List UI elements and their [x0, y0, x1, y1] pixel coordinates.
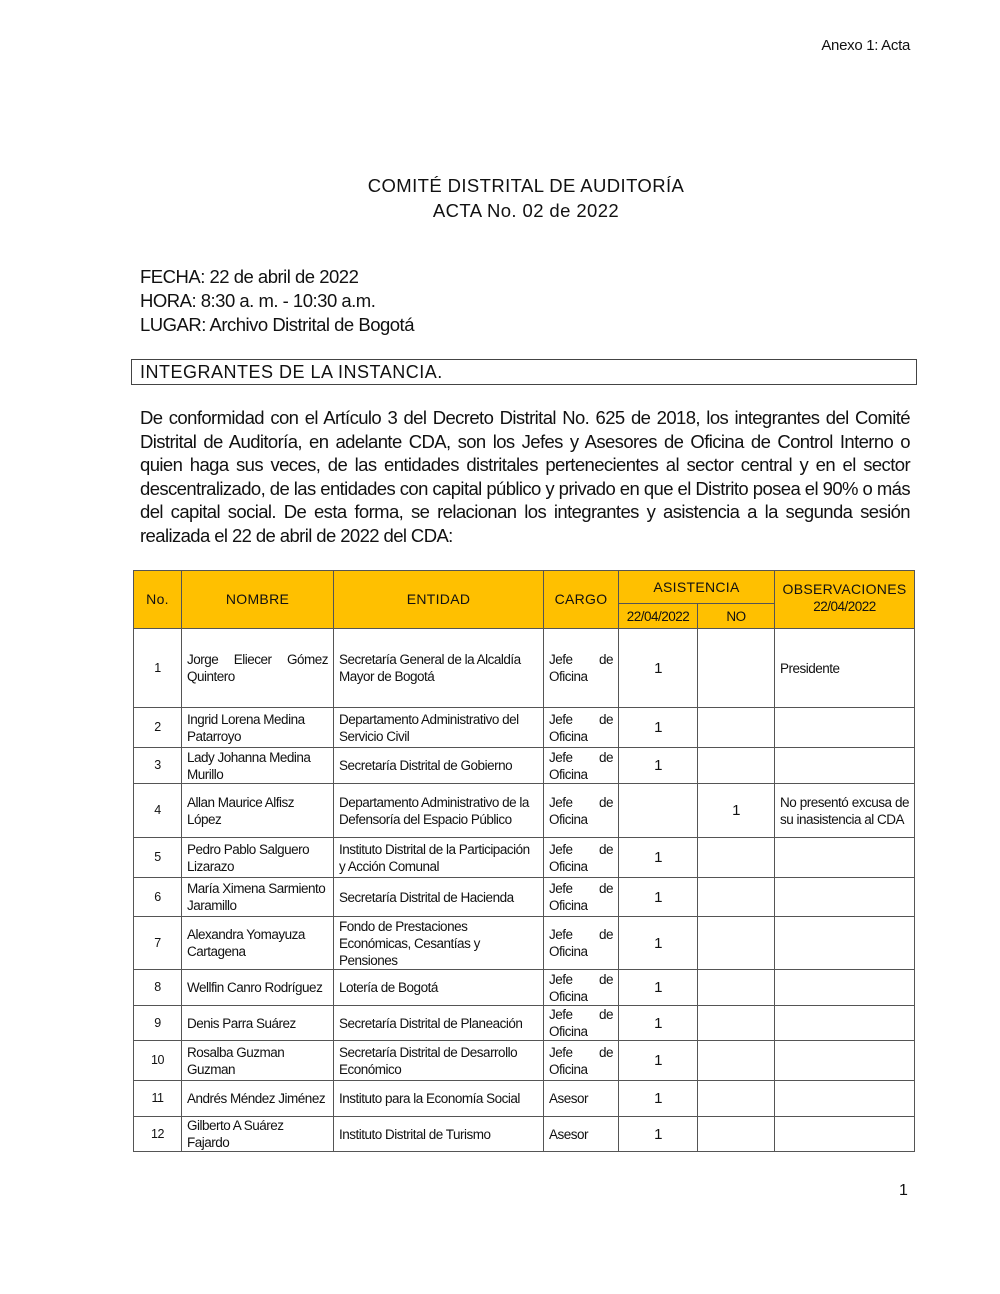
col-header-asistencia-date: 22/04/2022 — [619, 604, 698, 629]
table-row — [134, 708, 915, 748]
position-part-b: de — [598, 1044, 613, 1060]
entity-name: Departamento Administrativo de la Defensoría del Espacio Público — [334, 784, 544, 838]
not-attended-value — [698, 1081, 775, 1117]
meeting-date: FECHA: 22 de abril de 2022 — [140, 266, 359, 287]
row-number: 5 — [134, 838, 182, 878]
page-number: 1 — [899, 1182, 908, 1199]
position-part-c: Oficina — [549, 669, 588, 684]
position-part-a: Jefe — [549, 927, 573, 942]
col-header-no: No. — [134, 571, 182, 629]
position-part-b: de — [598, 881, 613, 896]
table-row — [134, 878, 915, 917]
observation — [775, 970, 915, 1006]
row-number: 2 — [134, 708, 182, 748]
entity-name: Departamento Administrativo del Servicio Civil — [334, 708, 544, 748]
col-header-entidad: ENTIDAD — [334, 571, 544, 629]
position — [544, 784, 619, 838]
attended-value: 1 — [619, 1006, 698, 1041]
members-attendance-table — [133, 570, 915, 1152]
row-number: 12 — [134, 1117, 182, 1152]
table-row — [134, 838, 915, 878]
entity-name: Instituto Distrital de Turismo — [334, 1117, 544, 1152]
position-part-c: Oficina — [549, 728, 588, 744]
observation — [775, 1117, 915, 1152]
member-name: Rosalba Guzman Guzman — [182, 1041, 334, 1081]
observation — [775, 1006, 915, 1041]
entity-name: Instituto para la Economía Social — [334, 1081, 544, 1117]
entity-name: Secretaría Distrital de Gobierno — [334, 748, 544, 784]
position — [544, 970, 619, 1006]
position-part-c: Oficina — [549, 988, 588, 1004]
member-name: Denis Parra Suárez — [182, 1006, 334, 1041]
row-number: 6 — [134, 878, 182, 917]
row-number: 9 — [134, 1006, 182, 1041]
not-attended-value — [698, 838, 775, 878]
table-row — [134, 1006, 915, 1041]
col-header-asistencia: ASISTENCIA — [619, 571, 775, 604]
entity-name: Secretaría Distrital de Hacienda — [334, 878, 544, 917]
table-row — [134, 784, 915, 838]
member-name: Lady Johanna Medina Murillo — [182, 748, 334, 784]
attended-value: 1 — [619, 917, 698, 970]
attended-value: 1 — [619, 708, 698, 748]
row-number: 1 — [134, 629, 182, 708]
member-name: Alexandra Yomayuza Cartagena — [182, 917, 334, 970]
table-row — [134, 629, 915, 708]
not-attended-value — [698, 970, 775, 1006]
annex-label: Anexo 1: Acta — [821, 37, 910, 54]
section-heading-box — [131, 359, 917, 385]
position-part-b: de — [598, 841, 613, 857]
row-number: 3 — [134, 748, 182, 784]
row-number: 7 — [134, 917, 182, 970]
position-part-c: Oficina — [549, 1061, 588, 1077]
not-attended-value — [698, 748, 775, 784]
observation — [775, 838, 915, 878]
row-number: 8 — [134, 970, 182, 1006]
position-part-a: Jefe — [549, 794, 573, 810]
attended-value — [619, 784, 698, 838]
attended-value: 1 — [619, 970, 698, 1006]
document-title — [0, 173, 1000, 223]
not-attended-value — [698, 1117, 775, 1152]
position-part-b: de — [598, 749, 613, 765]
member-name: Jorge Eliecer Gómez Quintero — [182, 629, 334, 708]
committee-title: COMITÉ DISTRITAL DE AUDITORÍA — [367, 175, 685, 196]
meeting-info — [140, 265, 414, 337]
intro-paragraph: De conformidad con el Artículo 3 del Decreto Distrital No. 625 de 2018, los integrantes del Comité Distrital de Auditoría, en adelante CDA, son los Jefes y Asesores de Oficina de Control Interno o quien haga sus veces, de las entidades distritales pertenecientes al sector central y en el sector descentralizado, de las entidades con capital público y privado en que el Distrito posea el 90% o más del capital social. De esta forma, se relacionan los integrantes y asistencia a la segunda sesión realizada el 22 de abril de 2022 del CDA: — [140, 407, 910, 546]
col-header-observaciones — [775, 571, 915, 629]
row-number: 11 — [134, 1081, 182, 1117]
position-part-b: de — [598, 1007, 613, 1022]
position-part-b: de — [598, 652, 613, 667]
position: Asesor — [544, 1117, 619, 1152]
entity-name: Secretaría Distrital de Desarrollo Económico — [334, 1041, 544, 1081]
table-row — [134, 970, 915, 1006]
not-attended-value — [698, 878, 775, 917]
position-part-a: Jefe — [549, 1044, 573, 1060]
entity-name: Secretaría General de la Alcaldía Mayor de Bogotá — [334, 629, 544, 708]
position — [544, 917, 619, 970]
col-header-nombre: NOMBRE — [182, 571, 334, 629]
table-row — [134, 748, 915, 784]
observation — [775, 708, 915, 748]
entity-name: Instituto Distrital de la Participación y Acción Comunal — [334, 838, 544, 878]
position — [544, 1006, 619, 1041]
position-part-c: Oficina — [549, 1024, 588, 1039]
entity-name: Fondo de Prestaciones Económicas, Cesantías y Pensiones — [334, 917, 544, 970]
position-part-a: Jefe — [549, 971, 573, 987]
position-part-c: Oficina — [549, 944, 588, 959]
position-part-c: Oficina — [549, 811, 588, 827]
observation: Presidente — [775, 629, 915, 708]
member-name: María Ximena Sarmiento Jaramillo — [182, 878, 334, 917]
position-part-a: Jefe — [549, 1007, 573, 1022]
observation — [775, 1081, 915, 1117]
position — [544, 838, 619, 878]
position-part-a: Jefe — [549, 711, 573, 727]
not-attended-value — [698, 708, 775, 748]
position — [544, 748, 619, 784]
observation — [775, 1041, 915, 1081]
observation — [775, 878, 915, 917]
observaciones-date: 22/04/2022 — [813, 599, 876, 614]
position-part-a: Jefe — [549, 841, 573, 857]
position — [544, 878, 619, 917]
position-part-a: Jefe — [549, 749, 573, 765]
attended-value: 1 — [619, 1117, 698, 1152]
position-part-a: Jefe — [549, 881, 573, 896]
table-row — [134, 1081, 915, 1117]
attended-value: 1 — [619, 629, 698, 708]
section-heading: INTEGRANTES DE LA INSTANCIA. — [140, 362, 443, 382]
entity-name: Lotería de Bogotá — [334, 970, 544, 1006]
col-header-asistencia-no: NO — [698, 604, 775, 629]
row-number: 4 — [134, 784, 182, 838]
not-attended-value — [698, 1006, 775, 1041]
observaciones-label: OBSERVACIONES — [782, 581, 907, 597]
table-row — [134, 1117, 915, 1152]
observation — [775, 748, 915, 784]
entity-name: Secretaría Distrital de Planeación — [334, 1006, 544, 1041]
col-header-cargo: CARGO — [544, 571, 619, 629]
position-part-c: Oficina — [549, 858, 588, 874]
member-name: Wellfin Canro Rodríguez — [182, 970, 334, 1006]
position-part-c: Oficina — [549, 766, 588, 782]
position — [544, 629, 619, 708]
position-part-b: de — [598, 794, 613, 810]
not-attended-value — [698, 917, 775, 970]
not-attended-value — [698, 629, 775, 708]
meeting-place: LUGAR: Archivo Distrital de Bogotá — [140, 314, 414, 335]
not-attended-value: 1 — [698, 784, 775, 838]
attended-value: 1 — [619, 878, 698, 917]
not-attended-value — [698, 1041, 775, 1081]
member-name: Pedro Pablo Salguero Lizarazo — [182, 838, 334, 878]
position-part-b: de — [598, 927, 613, 942]
member-name: Allan Maurice Alfisz López — [182, 784, 334, 838]
position-part-b: de — [598, 711, 613, 727]
position: Asesor — [544, 1081, 619, 1117]
position — [544, 1041, 619, 1081]
position-part-c: Oficina — [549, 898, 588, 913]
position-part-a: Jefe — [549, 652, 573, 667]
meeting-time: HORA: 8:30 a. m. - 10:30 a.m. — [140, 290, 376, 311]
attended-value: 1 — [619, 1041, 698, 1081]
row-number: 10 — [134, 1041, 182, 1081]
table-row — [134, 917, 915, 970]
attended-value: 1 — [619, 1081, 698, 1117]
position-part-b: de — [598, 971, 613, 987]
table-row — [134, 1041, 915, 1081]
attended-value: 1 — [619, 748, 698, 784]
member-name: Gilberto A Suárez Fajardo — [182, 1117, 334, 1152]
position — [544, 708, 619, 748]
observation — [775, 917, 915, 970]
observation: No presentó excusa de su inasistencia al CDA — [775, 784, 915, 838]
member-name: Ingrid Lorena Medina Patarroyo — [182, 708, 334, 748]
member-name: Andrés Méndez Jiménez — [182, 1081, 334, 1117]
acta-number: ACTA No. 02 de 2022 — [432, 200, 620, 221]
attended-value: 1 — [619, 838, 698, 878]
